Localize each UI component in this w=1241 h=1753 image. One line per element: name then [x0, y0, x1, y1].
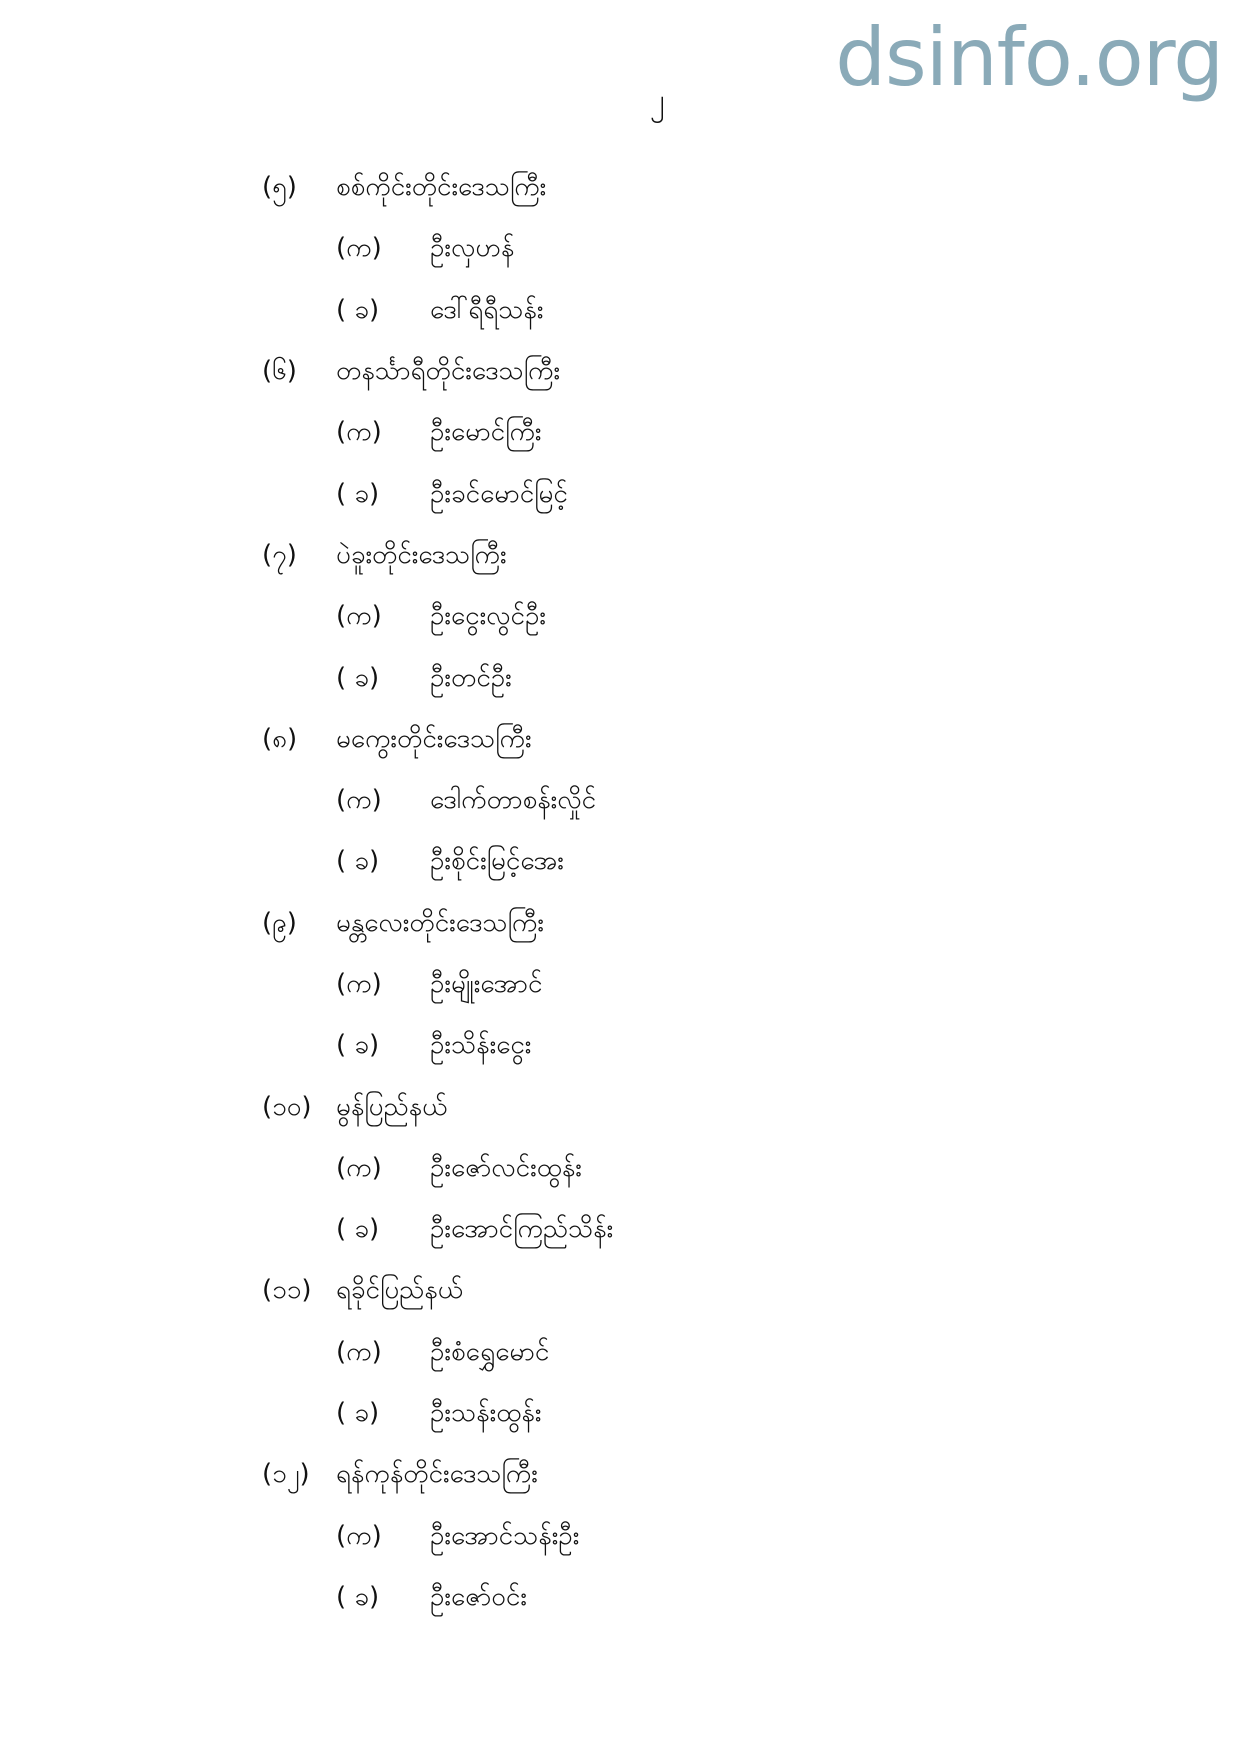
member-name: ဦးဇော်ဝင်း — [430, 1581, 527, 1612]
member-label: ( ခ) — [336, 662, 380, 693]
section-title: ရန်ကုန်တိုင်းဒေသကြီး — [336, 1459, 538, 1490]
section-number: (၁၁) — [262, 1275, 312, 1306]
member-name: ဦးသိန်းငွေး — [430, 1030, 532, 1061]
member-name: ဦးမောင်ကြီး — [430, 417, 542, 448]
member-row — [262, 403, 1062, 464]
section-number: (၉) — [262, 907, 297, 938]
member-label: ( ခ) — [336, 294, 380, 325]
section-heading — [262, 526, 1062, 587]
section-title: မန္တလေးတိုင်းဒေသကြီး — [336, 907, 544, 938]
member-row — [262, 832, 1062, 893]
section-title: မကွေးတိုင်းဒေသကြီး — [336, 723, 532, 754]
member-name: ဦးဇော်လင်းထွန်း — [430, 1152, 582, 1183]
member-row — [262, 1568, 1062, 1629]
member-label: (က) — [336, 233, 382, 264]
section-title: တနင်္သာရီတိုင်းဒေသကြီး — [336, 356, 561, 387]
member-row — [262, 771, 1062, 832]
section-heading — [262, 1261, 1062, 1322]
member-name: ဦးစံရွှေမောင် — [430, 1336, 550, 1367]
member-label: ( ခ) — [336, 846, 380, 877]
section-heading — [262, 710, 1062, 771]
section-number: (၁၂) — [262, 1459, 310, 1490]
member-label: (က) — [336, 785, 382, 816]
section-title: စစ်ကိုင်းတိုင်းဒေသကြီး — [336, 172, 547, 203]
watermark: dsinfo.org — [835, 11, 1223, 104]
member-label: (က) — [336, 1336, 382, 1367]
member-label: (က) — [336, 1152, 382, 1183]
member-name: ဦးအောင်သန်းဦး — [430, 1520, 580, 1551]
member-label: ( ခ) — [336, 1581, 380, 1612]
section-number: (၈) — [262, 723, 298, 754]
member-name: ဦးလှဟန် — [430, 233, 515, 264]
section-heading — [262, 894, 1062, 955]
section-number: (၅) — [262, 172, 297, 203]
member-name: ဦးမျိုးအောင် — [430, 969, 543, 999]
section-title: ရခိုင်ပြည်နယ် — [336, 1275, 464, 1306]
section-number: (၇) — [262, 539, 297, 570]
region-member-list — [262, 158, 1062, 1629]
member-label: ( ခ) — [336, 1030, 380, 1061]
member-row — [262, 1384, 1062, 1445]
member-label: (က) — [336, 601, 382, 632]
member-name: ဦးသန်းထွန်း — [430, 1398, 542, 1429]
member-name: ဦးစိုင်းမြင့်အေး — [430, 846, 564, 877]
member-row — [262, 464, 1062, 525]
member-name: ဦးငွေးလွင်ဦး — [430, 601, 546, 632]
member-row — [262, 1200, 1062, 1261]
section-heading — [262, 342, 1062, 403]
member-row — [262, 1323, 1062, 1384]
member-row — [262, 955, 1062, 1016]
member-name: ဦးခင်မောင်မြင့် — [430, 478, 568, 509]
member-name: ဦးတင်ဦး — [430, 662, 512, 693]
member-row — [262, 219, 1062, 280]
member-row — [262, 648, 1062, 709]
member-label: ( ခ) — [336, 1214, 380, 1245]
member-label: ( ခ) — [336, 1398, 380, 1429]
member-row — [262, 281, 1062, 342]
section-heading — [262, 1077, 1062, 1138]
section-title: ပဲခူးတိုင်းဒေသကြီး — [336, 539, 507, 570]
member-label: (က) — [336, 417, 382, 448]
section-title: မွန်ပြည်နယ် — [336, 1091, 448, 1122]
member-row — [262, 587, 1062, 648]
member-label: (က) — [336, 969, 382, 999]
page-number: ၂ — [650, 83, 665, 118]
member-name: ဒေါက်တာစန်းလှိုင် — [430, 785, 597, 816]
section-heading — [262, 158, 1062, 219]
member-row — [262, 1016, 1062, 1077]
section-heading — [262, 1445, 1062, 1506]
member-label: (က) — [336, 1520, 382, 1551]
section-number: (၆) — [262, 356, 297, 387]
member-label: ( ခ) — [336, 478, 380, 509]
section-number: (၁၀) — [262, 1091, 312, 1122]
member-name: ဒေါ်ရီရီသန်း — [430, 294, 544, 325]
member-name: ဦးအောင်ကြည်သိန်း — [430, 1214, 614, 1245]
member-row — [262, 1507, 1062, 1568]
member-row — [262, 1139, 1062, 1200]
